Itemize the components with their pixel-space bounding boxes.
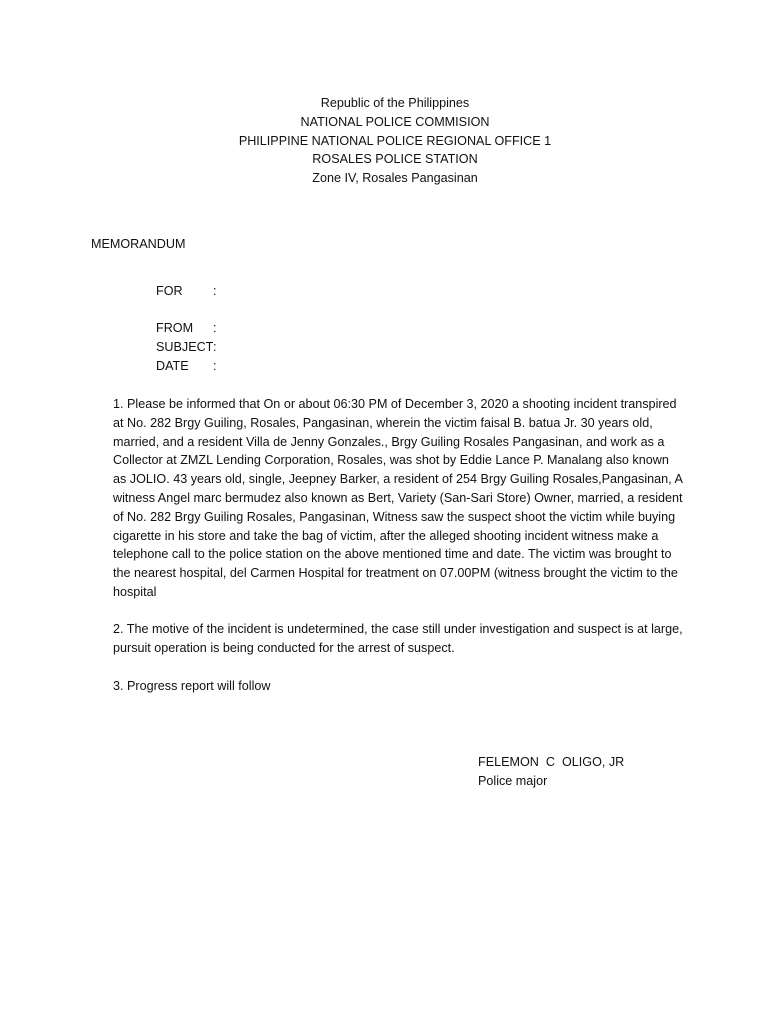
body-paragraph-3: 3. Progress report will follow — [113, 679, 271, 693]
field-value-from — [223, 319, 423, 338]
letterhead-station: ROSALES POLICE STATION — [312, 152, 478, 167]
field-value-date — [223, 357, 423, 376]
field-label-for: FOR — [156, 284, 183, 298]
signatory-rank: Police major — [478, 774, 548, 788]
field-label-subject: SUBJECT — [156, 340, 214, 354]
field-label-from: FROM — [156, 321, 194, 335]
letterhead-commission: NATIONAL POLICE COMMISION — [300, 114, 490, 129]
memo-title: MEMORANDUM — [91, 237, 186, 251]
field-value-for — [223, 282, 423, 301]
memo-fields-group — [156, 319, 423, 376]
field-value-subject — [223, 338, 423, 357]
letterhead-regional-office: PHILIPPINE NATIONAL POLICE REGIONAL OFFICE 1 — [238, 133, 552, 148]
field-label-date: DATE — [156, 359, 189, 373]
signatory-name: FELEMON C OLIGO, JR — [478, 755, 625, 769]
field-colon: : — [213, 321, 217, 335]
body-paragraph-1: 1. Please be informed that On or about 06:30 PM of December 3, 2020 a shooting incident transpired at No. 282 Brgy Guiling, Rosales, Pangasinan, wherein the victim faisal B. batua Jr. 30 years old, married, and a resident Villa de Jenny Gonzales., Brgy Guiling Rosales Pangasinan, and work as a Collector at ZMZL Lending Corporation, Rosales, was shot by Eddie Lance P. Manalang also known as JOLIO. 43 years old, single, Jeepney Barker, a resident of 254 Brgy Guiling Rosales,Pangasinan, A witness Angel marc bermudez also known as Bert, Variety (San-Sari Store) Owner, married, a resident of No. 282 Brgy Guiling Rosales, Pangasinan, Witness saw the suspect shoot the victim while buying cigarette in his store and take the bag of victim, after the alleged shooting incident witness make a telephone call to the police station on the above mentioned time and date. The victim was brought to the nearest hospital, del Carmen Hospital for treatment on 07.00PM (witness brought the victim to the hospital — [113, 397, 683, 599]
memo-field-date — [156, 357, 423, 376]
letterhead-republic: Republic of the Philippines — [320, 96, 470, 110]
letterhead-address: Zone IV, Rosales Pangasinan — [312, 171, 478, 186]
field-colon: : — [213, 284, 217, 298]
memo-field-for — [156, 282, 423, 301]
memo-field-subject — [156, 338, 423, 357]
letterhead — [0, 94, 768, 188]
field-colon: : — [213, 359, 217, 373]
body-paragraph-2: 2. The motive of the incident is undetermined, the case still under investigation and suspect is at large, pursuit operation is being conducted for the arrest of suspect. — [113, 622, 683, 655]
memo-field-from — [156, 319, 423, 338]
field-colon: : — [213, 340, 217, 354]
signature-block — [478, 753, 624, 791]
